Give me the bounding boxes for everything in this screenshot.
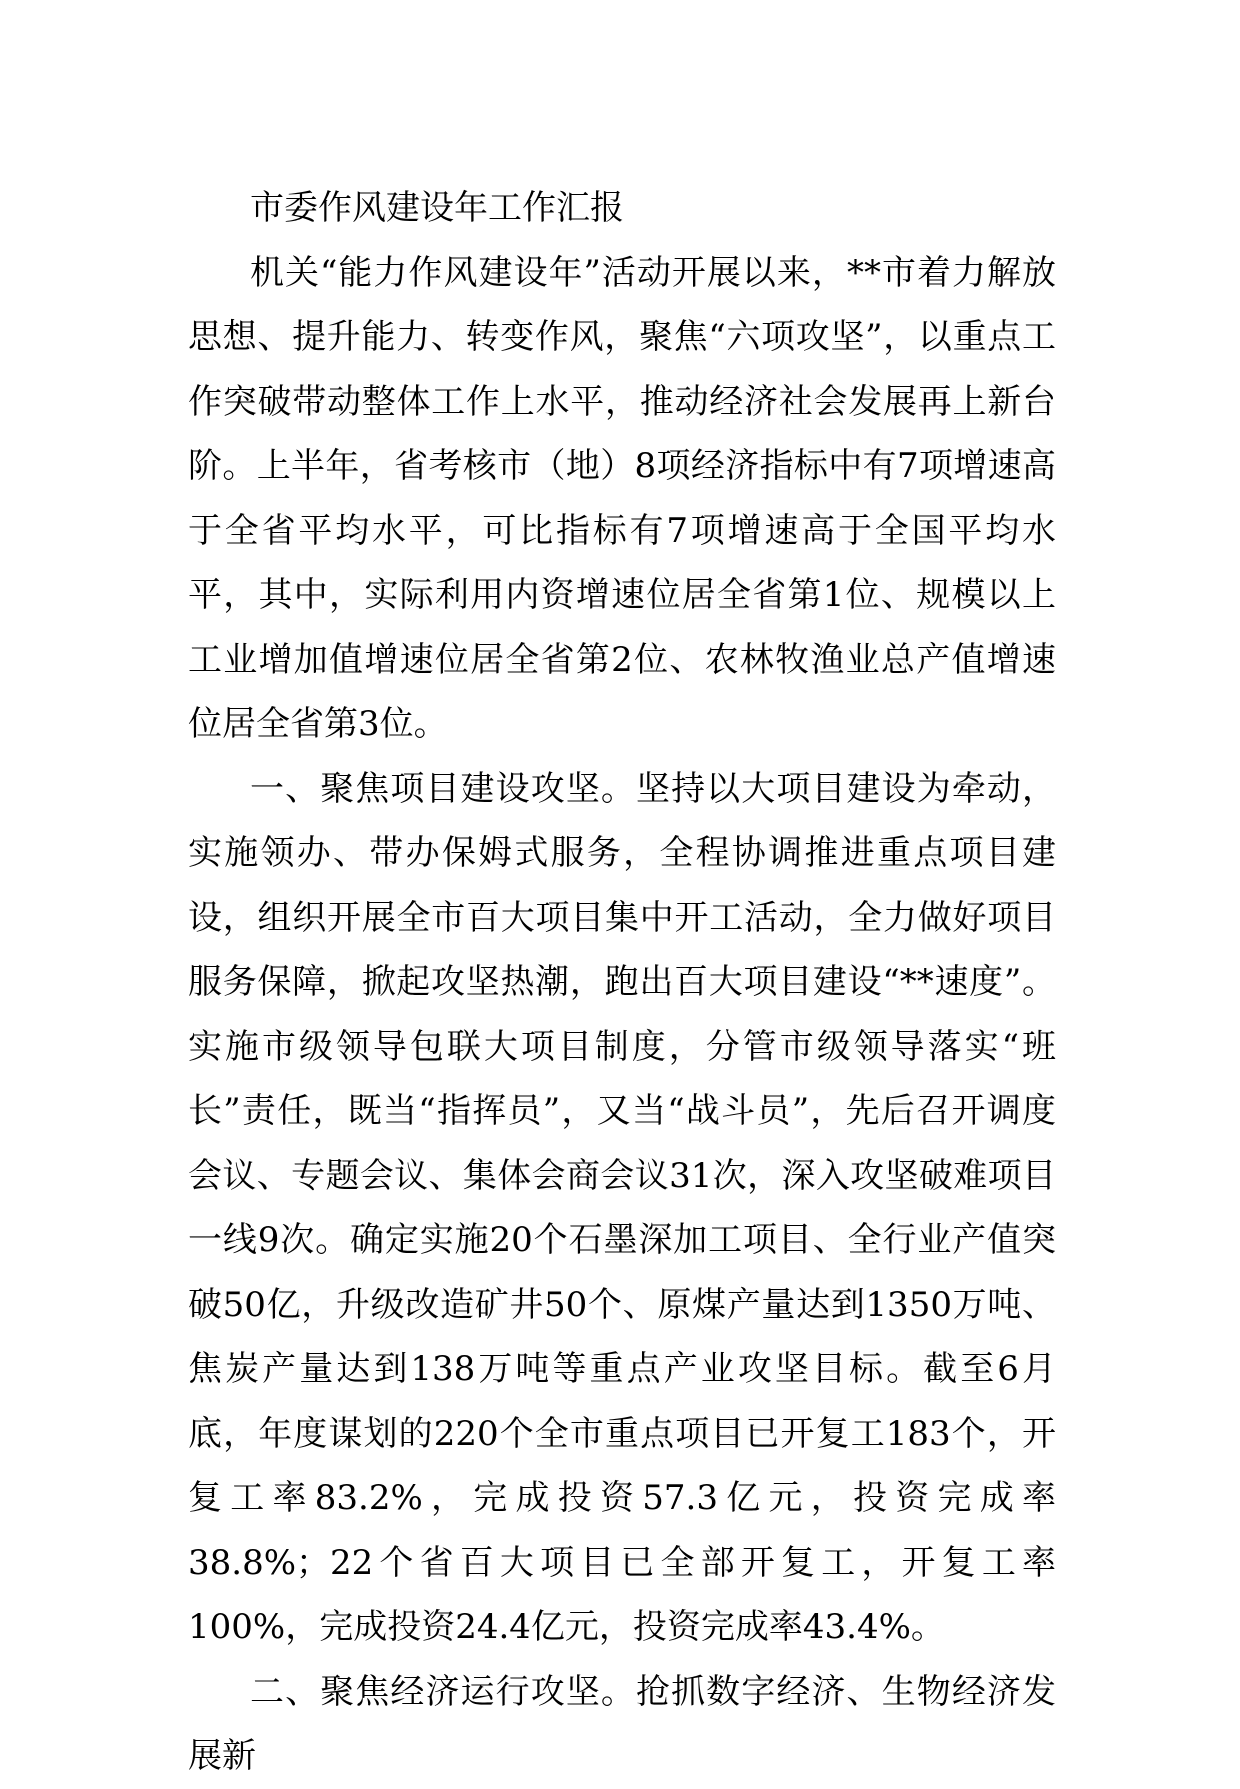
paragraph-intro: 机关“能力作风建设年”活动开展以来，**市着力解放思想、提升能力、转变作风，聚焦“六项攻坚”，以重点工作突破带动整体工作上水平，推动经济社会发展再上新台阶。上半年，省考核市（地）8项经济指标中有7项增速高于全省平均水平，可比指标有7项增速高于全国平均水平，其中，实际利用内资增速位居全省第1位、规模以上工业增加值增速位居全省第2位、农林牧渔业总产值增速位居全省第3位。 [188, 252, 1056, 744]
document-title: 市委作风建设年工作汇报 [250, 188, 624, 228]
document-page [188, 176, 1056, 1789]
paragraph-economic-operation: 二、聚焦经济运行攻坚。抢抓数字经济、生物经济发展新 [188, 1671, 1056, 1776]
paragraph-project-construction: 一、聚焦项目建设攻坚。坚持以大项目建设为牵动，实施领办、带办保姆式服务，全程协调推进重点项目建设，组织开展全市百大项目集中开工活动，全力做好项目服务保障，掀起攻坚热潮，跑出百大项目建设“**速度”。实施市级领导包联大项目制度，分管市级领导落实“班长”责任，既当“指挥员”，又当“战斗员”，先后召开调度会议、专题会议、集体会商会议31次，深入攻坚破难项目一线9次。确定实施20个石墨深加工项目、全行业产值突破50亿，升级改造矿井50个、原煤产量达到1350万吨、焦炭产量达到138万吨等重点产业攻坚目标。截至6月底，年度谋划的220个全市重点项目已开复工183个，开复工率83.2%，完成投资57.3亿元，投资完成率38.8%；22个省百大项目已全部开复工，开复工率100%，完成投资24.4亿元，投资完成率43.4%。 [188, 768, 1056, 1647]
